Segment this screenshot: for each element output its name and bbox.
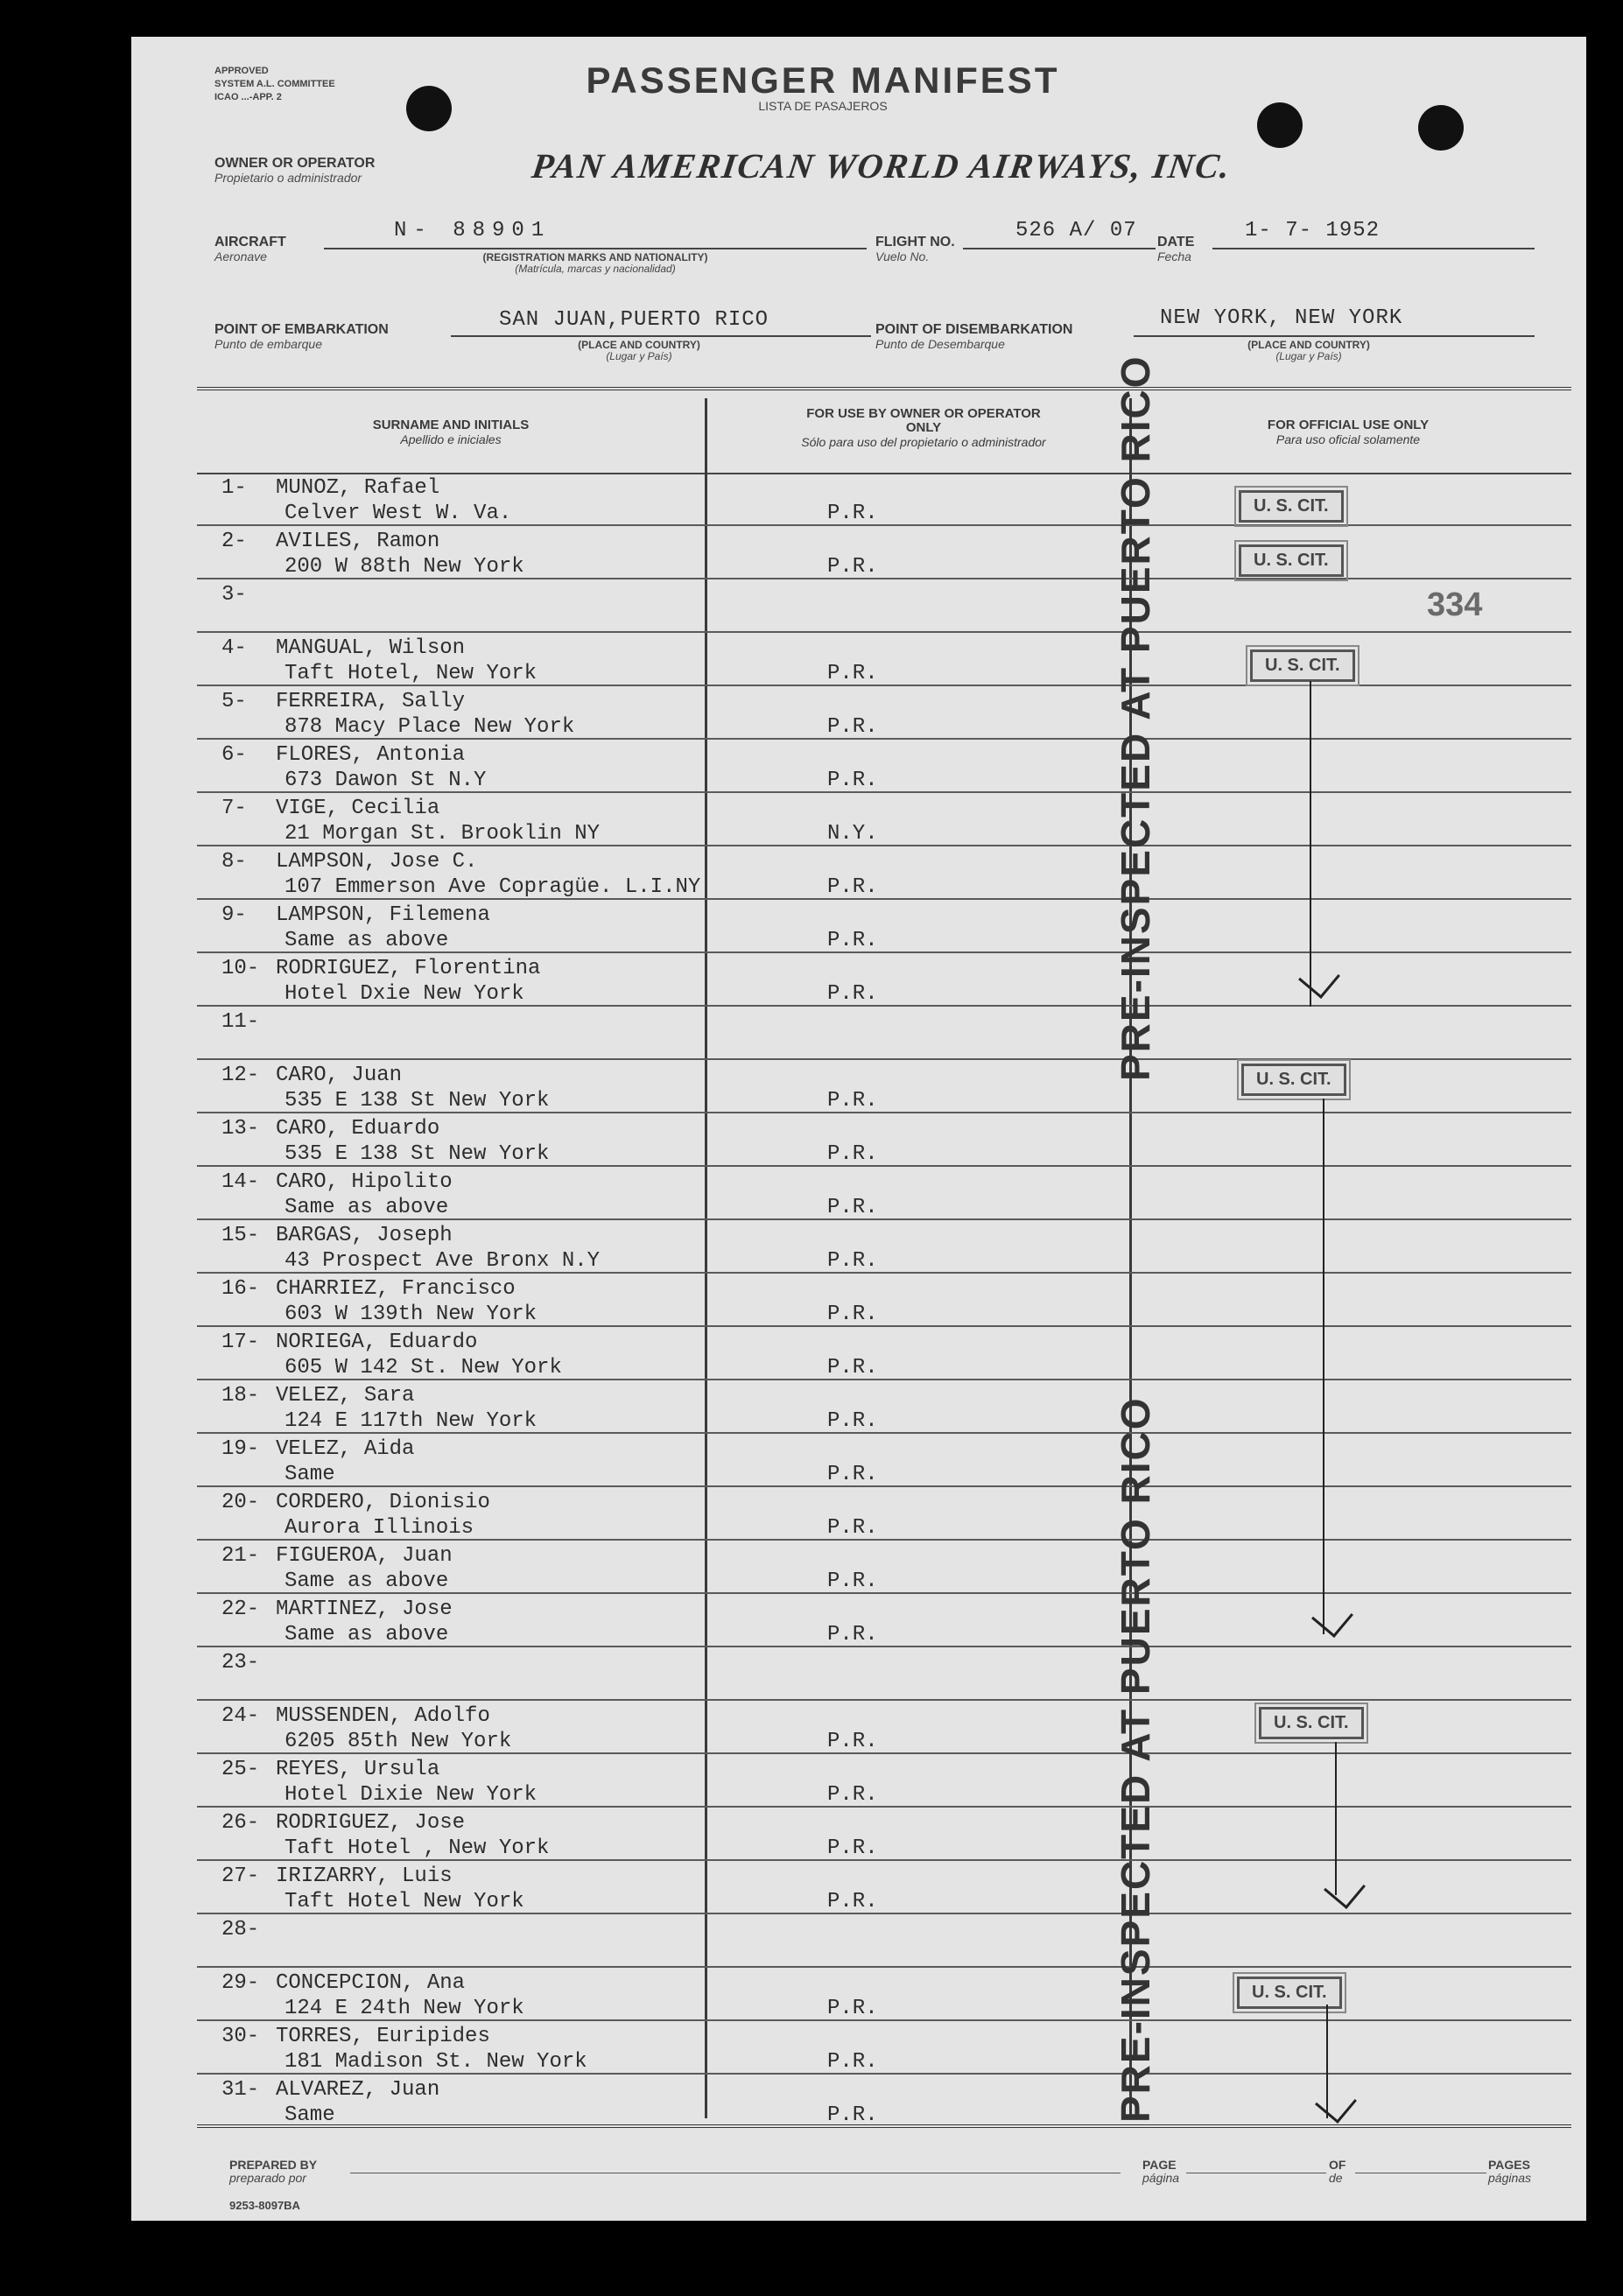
passenger-row: 26- RODRIGUEZ, Jose Taft Hotel , New York P.R. [197, 1808, 1571, 1861]
passenger-row: 7- VIGE, Cecilia 21 Morgan St. Brooklin NY N.Y. [197, 793, 1571, 846]
pages-label: PAGES páginas [1488, 2158, 1532, 2185]
page-subtitle: LISTA DE PASAJEROS [758, 99, 888, 113]
passenger-row: 11- [197, 1007, 1571, 1060]
column-header-official: FOR OFFICIAL USE ONLY Para uso oficial solamente [1267, 418, 1430, 446]
passenger-row: 13- CARO, Eduardo 535 E 138 St New York P.R. [197, 1113, 1571, 1167]
aircraft-label: AIRCRAFT Aeronave [214, 235, 286, 263]
passenger-row: 28- [197, 1914, 1571, 1968]
passenger-row: 9- LAMPSON, Filemena Same as above P.R. [197, 900, 1571, 953]
page-title: PASSENGER MANIFEST [586, 60, 1060, 101]
passenger-row: 12- CARO, Juan 535 E 138 St New York P.R. [197, 1060, 1571, 1113]
check-line [1310, 681, 1311, 1007]
passenger-row: 14- CARO, Hipolito Same as above P.R. [197, 1167, 1571, 1220]
date-label: DATE Fecha [1157, 235, 1195, 263]
passenger-row: 22- MARTINEZ, Jose Same as above P.R. [197, 1594, 1571, 1647]
us-cit-stamp: U. S. CIT. [1250, 649, 1355, 682]
aircraft-underline [324, 248, 867, 249]
disembark-label: POINT OF DISEMBARKATION Punto de Desembarque [875, 322, 1073, 351]
us-cit-stamp: U. S. CIT. [1239, 490, 1344, 523]
passenger-row: 15- BARGAS, Joseph 43 Prospect Ave Bronx N.Y P.R. [197, 1220, 1571, 1274]
aircraft-value: N- 88901 [394, 219, 552, 242]
owner-label: OWNER OR OPERATOR Propietario o administrador [214, 156, 376, 185]
passenger-row: 25- REYES, Ursula Hotel Dixie New York P.R. [197, 1754, 1571, 1808]
passenger-row: 3- [197, 579, 1571, 633]
embark-label: POINT OF EMBARKATION Punto de embarque [214, 322, 389, 351]
passenger-row: 10- RODRIGUEZ, Florentina Hotel Dxie New York P.R. [197, 953, 1571, 1007]
column-header-surname: SURNAME AND INITIALS Apellido e iniciales [372, 418, 530, 446]
check-line [1335, 1742, 1337, 1895]
page-label: PAGE página [1142, 2158, 1180, 2185]
passenger-row: 4- MANGUAL, Wilson Taft Hotel, New York P.R. [197, 633, 1571, 686]
flight-underline [963, 248, 1156, 249]
approval-note: APPROVED SYSTEM A.L. COMMITTEE ICAO ...-APP. 2 [214, 66, 335, 102]
form-number: 9253-8097BA [229, 2199, 300, 2212]
passenger-row: 23- [197, 1647, 1571, 1701]
aircraft-caption: (REGISTRATION MARKS AND NATIONALITY) (Matrícula, marcas y nacionalidad) [482, 251, 708, 275]
embark-underline [451, 335, 871, 337]
us-cit-stamp: U. S. CIT. [1239, 544, 1344, 577]
preinspected-stamp: PRE-INSPECTED AT PUERTO RICO [1113, 1396, 1158, 2123]
passenger-row: 18- VELEZ, Sara 124 E 117th New York P.R. [197, 1380, 1571, 1434]
handwritten-number: 334 [1427, 586, 1483, 623]
us-cit-stamp: U. S. CIT. [1241, 1064, 1346, 1096]
check-line [1323, 1099, 1324, 1634]
passenger-row: 6- FLORES, Antonia 673 Dawon St N.Y P.R. [197, 740, 1571, 793]
passenger-row: 21- FIGUEROA, Juan Same as above P.R. [197, 1541, 1571, 1594]
prepared-by-label: PREPARED BY preparado por [229, 2158, 318, 2185]
flight-value: 526 A/ 07 [1015, 219, 1137, 242]
passenger-row: 2- AVILES, Ramon 200 W 88th New York P.R. [197, 526, 1571, 579]
passenger-row: 20- CORDERO, Dionisio Aurora Illinois P.R. [197, 1487, 1571, 1541]
date-underline [1212, 248, 1535, 249]
passenger-row: 24- MUSSENDEN, Adolfo 6205 85th New York P.R. [197, 1701, 1571, 1754]
date-value: 1- 7- 1952 [1245, 219, 1381, 242]
us-cit-stamp: U. S. CIT. [1237, 1977, 1342, 2009]
passenger-row: 19- VELEZ, Aida Same P.R. [197, 1434, 1571, 1487]
passenger-row: 29- CONCEPCION, Ana 124 E 24th New York P.R. [197, 1968, 1571, 2021]
company-name: PAN AMERICAN WORLD AIRWAYS, INC. [529, 146, 1234, 186]
passenger-row: 5- FERREIRA, Sally 878 Macy Place New York P.R. [197, 686, 1571, 740]
punch-hole [1418, 105, 1464, 151]
passenger-row: 16- CHARRIEZ, Francisco 603 W 139th New York P.R. [197, 1274, 1571, 1327]
of-label: OF de [1329, 2158, 1346, 2185]
disembark-underline [1134, 335, 1535, 337]
flight-label: FLIGHT NO. Vuelo No. [875, 235, 955, 263]
disembark-value: NEW YORK, NEW YORK [1160, 306, 1403, 330]
embark-caption: (PLACE AND COUNTRY) (Lugar y País) [578, 339, 700, 362]
preinspected-stamp: PRE-INSPECTED AT PUERTO RICO [1113, 355, 1158, 1081]
punch-hole [1257, 102, 1303, 148]
table-top-rule [197, 387, 1571, 390]
us-cit-stamp: U. S. CIT. [1259, 1707, 1364, 1739]
disembark-caption: (PLACE AND COUNTRY) (Lugar y País) [1247, 339, 1370, 362]
passenger-row: 1- MUNOZ, Rafael Celver West W. Va. P.R. [197, 473, 1571, 526]
passenger-row: 8- LAMPSON, Jose C. 107 Emmerson Ave Copragüe. L.I.NY P.R. [197, 846, 1571, 900]
embark-value: SAN JUAN,PUERTO RICO [499, 308, 769, 332]
passenger-row: 31- ALVAREZ, Juan Same P.R. [197, 2075, 1571, 2128]
column-header-owner-use: FOR USE BY OWNER OR OPERATOR ONLY Sólo para uso del propietario o administrador [801, 406, 1046, 449]
passenger-row: 30- TORRES, Euripides 181 Madison St. New York P.R. [197, 2021, 1571, 2075]
passenger-row: 27- IRIZARRY, Luis Taft Hotel New York P.R. [197, 1861, 1571, 1914]
punch-hole [406, 86, 452, 131]
passenger-row: 17- NORIEGA, Eduardo 605 W 142 St. New York P.R. [197, 1327, 1571, 1380]
